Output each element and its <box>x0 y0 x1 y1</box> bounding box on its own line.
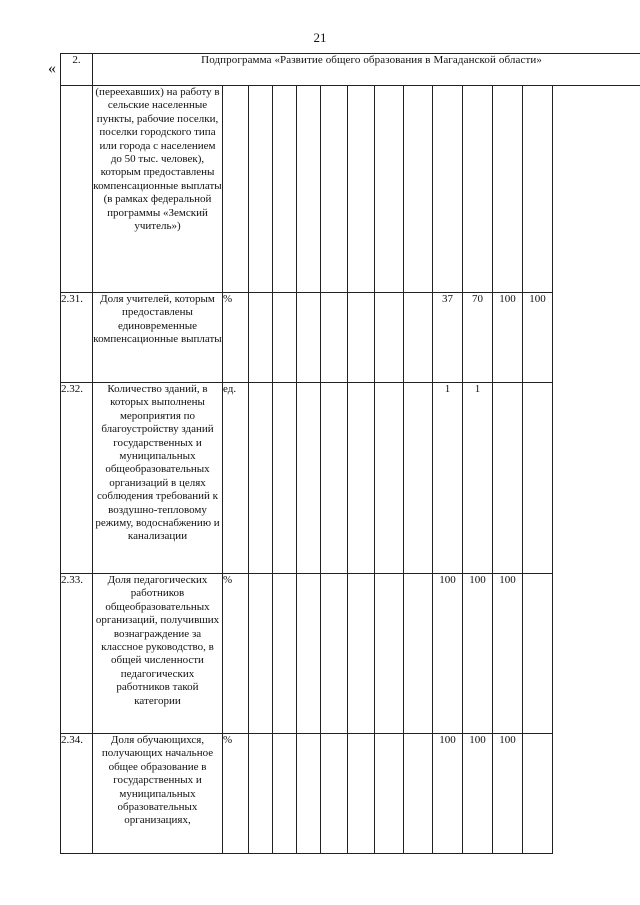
value-cell <box>404 293 433 383</box>
value-cell <box>249 734 273 854</box>
value-cell <box>404 734 433 854</box>
value-cell <box>523 734 553 854</box>
value-cell <box>321 293 348 383</box>
value-cell <box>375 86 404 293</box>
value-cell: 100 <box>433 734 463 854</box>
value-cell: 37 <box>433 293 463 383</box>
table-row <box>61 574 640 734</box>
value-cell <box>273 383 297 574</box>
value-cell <box>249 383 273 574</box>
value-cell: 1 <box>463 383 493 574</box>
value-cell <box>523 574 553 734</box>
value-cell <box>375 383 404 574</box>
row-number: 2.31. <box>61 293 93 383</box>
table-row <box>61 734 640 854</box>
value-cell <box>348 383 375 574</box>
unit-cell <box>223 86 249 293</box>
value-cell <box>273 293 297 383</box>
value-cell <box>297 86 321 293</box>
value-cell <box>249 293 273 383</box>
value-cell <box>273 574 297 734</box>
value-cell <box>249 574 273 734</box>
value-cell <box>348 86 375 293</box>
value-cell <box>321 383 348 574</box>
row-number <box>61 86 93 293</box>
section-number: 2. <box>61 54 93 86</box>
value-cell <box>321 574 348 734</box>
value-cell <box>273 86 297 293</box>
value-cell <box>523 86 553 293</box>
indicator-name: Доля педагогических работников общеобразовательных организаций, получивших вознаграждение за классное руководство, в общей численности педагогических работников такой категории <box>93 574 223 734</box>
value-cell <box>404 383 433 574</box>
row-number: 2.32. <box>61 383 93 574</box>
value-cell <box>348 574 375 734</box>
indicator-name: Количество зданий, в которых выполнены мероприятия по благоустройству зданий государственных и муниципальных общеобразовательных организаций в целях соблюдения требований к воздушно-тепловому режиму, водоснабжению и канализации <box>93 383 223 574</box>
value-cell: 100 <box>433 574 463 734</box>
indicator-name: Доля обучающихся, получающих начальное общее образование в государственных и муниципальных образовательных организациях, <box>93 734 223 854</box>
indicator-name: (переехавших) на работу в сельские населенные пункты, рабочие поселки, поселки городского типа или города с населением до 50 тыс. человек), которым предоставлены компенсационные выплаты (в рамках федеральной программы «Земский учитель») <box>93 86 223 293</box>
value-cell <box>404 574 433 734</box>
row-number: 2.34. <box>61 734 93 854</box>
value-cell <box>273 734 297 854</box>
unit-cell: % <box>223 734 249 854</box>
page-number: 21 <box>313 30 327 45</box>
unit-cell: % <box>223 574 249 734</box>
value-cell <box>348 734 375 854</box>
table-row <box>61 293 640 383</box>
table-header-row <box>61 54 640 86</box>
value-cell <box>493 86 523 293</box>
table-row <box>61 86 640 293</box>
value-cell <box>321 734 348 854</box>
value-cell <box>375 574 404 734</box>
unit-cell: ед. <box>223 383 249 574</box>
value-cell <box>297 293 321 383</box>
value-cell: 100 <box>523 293 553 383</box>
value-cell <box>433 86 463 293</box>
value-cell: 100 <box>493 574 523 734</box>
value-cell <box>404 86 433 293</box>
table-row <box>61 383 640 574</box>
opening-quote-mark: « <box>48 60 56 77</box>
indicators-table <box>60 53 640 854</box>
value-cell <box>321 86 348 293</box>
row-number: 2.33. <box>61 574 93 734</box>
value-cell <box>249 86 273 293</box>
value-cell: 100 <box>493 734 523 854</box>
value-cell: 100 <box>463 734 493 854</box>
value-cell <box>375 734 404 854</box>
unit-cell: % <box>223 293 249 383</box>
value-cell: 100 <box>463 574 493 734</box>
value-cell: 1 <box>433 383 463 574</box>
value-cell <box>493 383 523 574</box>
value-cell <box>348 293 375 383</box>
value-cell: 100 <box>493 293 523 383</box>
value-cell <box>463 86 493 293</box>
value-cell <box>523 383 553 574</box>
value-cell <box>297 574 321 734</box>
value-cell: 70 <box>463 293 493 383</box>
indicator-name: Доля учителей, которым предоставлены единовременные компенсационные выплаты <box>93 293 223 383</box>
value-cell <box>297 734 321 854</box>
section-title: Подпрограмма «Развитие общего образования в Магаданской области» <box>93 54 640 86</box>
value-cell <box>297 383 321 574</box>
value-cell <box>375 293 404 383</box>
